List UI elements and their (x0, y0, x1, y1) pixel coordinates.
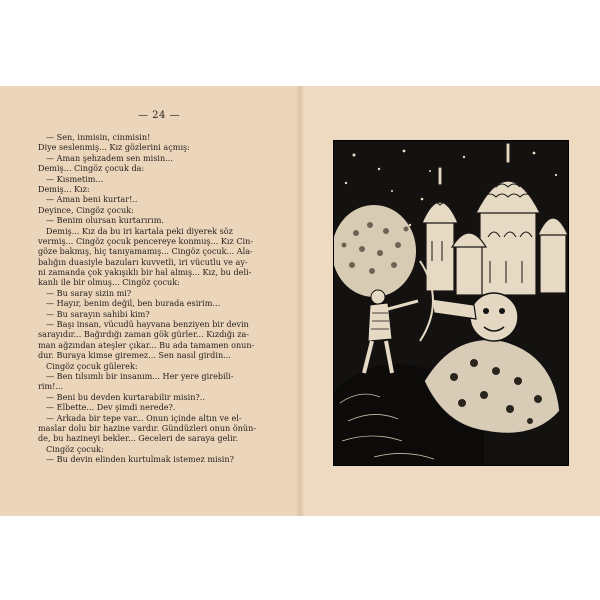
left-page (0, 86, 300, 516)
text-line: — Hayır, benim değil, ben burada esirim... (46, 298, 221, 309)
illustration-drawing (334, 141, 568, 465)
text-line: — Ben tılsımlı bir insanım... Her yere girebili- (46, 370, 234, 381)
right-page (300, 86, 600, 516)
text-line: sarayıdır... Bağırdığı zaman gök gürler... Kızdığı za- (38, 329, 250, 340)
text-line: — Elbette... Dev şimdi nerede?. (46, 402, 176, 413)
page-number: — 24 — (138, 110, 181, 121)
text-line: Cingöz çocuk gülerek: (46, 360, 138, 371)
story-text (38, 132, 286, 465)
text-line: — Bu saray sizin mi? (46, 287, 132, 298)
text-line: maslar dolu bir hazine vardır. Gündüzleri onun önün- (38, 422, 257, 433)
text-line: Demiş... Kız da bu iri kartala peki diyerek söz (46, 225, 233, 236)
text-line: göze bakmış, hiç tanıyamamış... Cingöz çocuk... Ala- (38, 246, 253, 257)
text-line: — Bu sarayın sahibi kim? (46, 308, 150, 319)
text-line: dur. Buraya kimse giremez... Sen nasıl girdin... (38, 350, 231, 361)
book-gutter (296, 86, 304, 516)
text-line: rim!... (38, 381, 64, 392)
woodcut-illustration (333, 140, 569, 466)
text-line: — Aman şehzadem sen misin... (46, 152, 173, 163)
text-line: Diye seslenmiş... Kız gözlerini açmış: (38, 142, 190, 153)
text-line: — Başı insan, vücudü hayvana benziyen bir devin (46, 319, 249, 330)
text-line: — Kısmetim... (46, 173, 104, 184)
text-line: — Aman beni kurtar!.. (46, 194, 138, 205)
text-line: — Bu devin elinden kurtulmak istemez misin? (46, 454, 234, 465)
text-line: ni zamanda çok yakışıklı bir hal almış... Kız, bu deli- (38, 267, 252, 278)
text-line: Cingöz çocuk: (46, 443, 104, 454)
text-line: — Benim olursan kurtarırım. (46, 215, 164, 226)
text-line: kanlı ile bir olmuş... Cingöz çocuk: (38, 277, 180, 288)
text-line: — Beni bu devden kurtarabilir misin?.. (46, 391, 205, 402)
text-line: balığın duasiyle bazuları kuvvetli, iri vücutlu ve ay- (38, 256, 248, 267)
text-line: Demiş... Kız: (38, 183, 90, 194)
text-line: man ağzından ateşler çıkar... Bu ada tamamen onun- (38, 339, 255, 350)
text-line: vermiş... Cingöz çocuk pencereye konmuş... Kız Cin- (38, 235, 254, 246)
text-line: Demiş... Cingöz çocuk da: (38, 163, 145, 174)
text-line: de, bu hazineyi bekler... Geceleri de saraya gelir. (38, 433, 239, 444)
text-line: — Sen, inmisin, cinmisin! (46, 132, 151, 142)
open-book (0, 86, 600, 516)
text-line: — Arkada bir tepe var... Onun içinde altın ve el- (46, 412, 242, 423)
text-line: Deyince, Cingöz çocuk: (38, 204, 134, 215)
